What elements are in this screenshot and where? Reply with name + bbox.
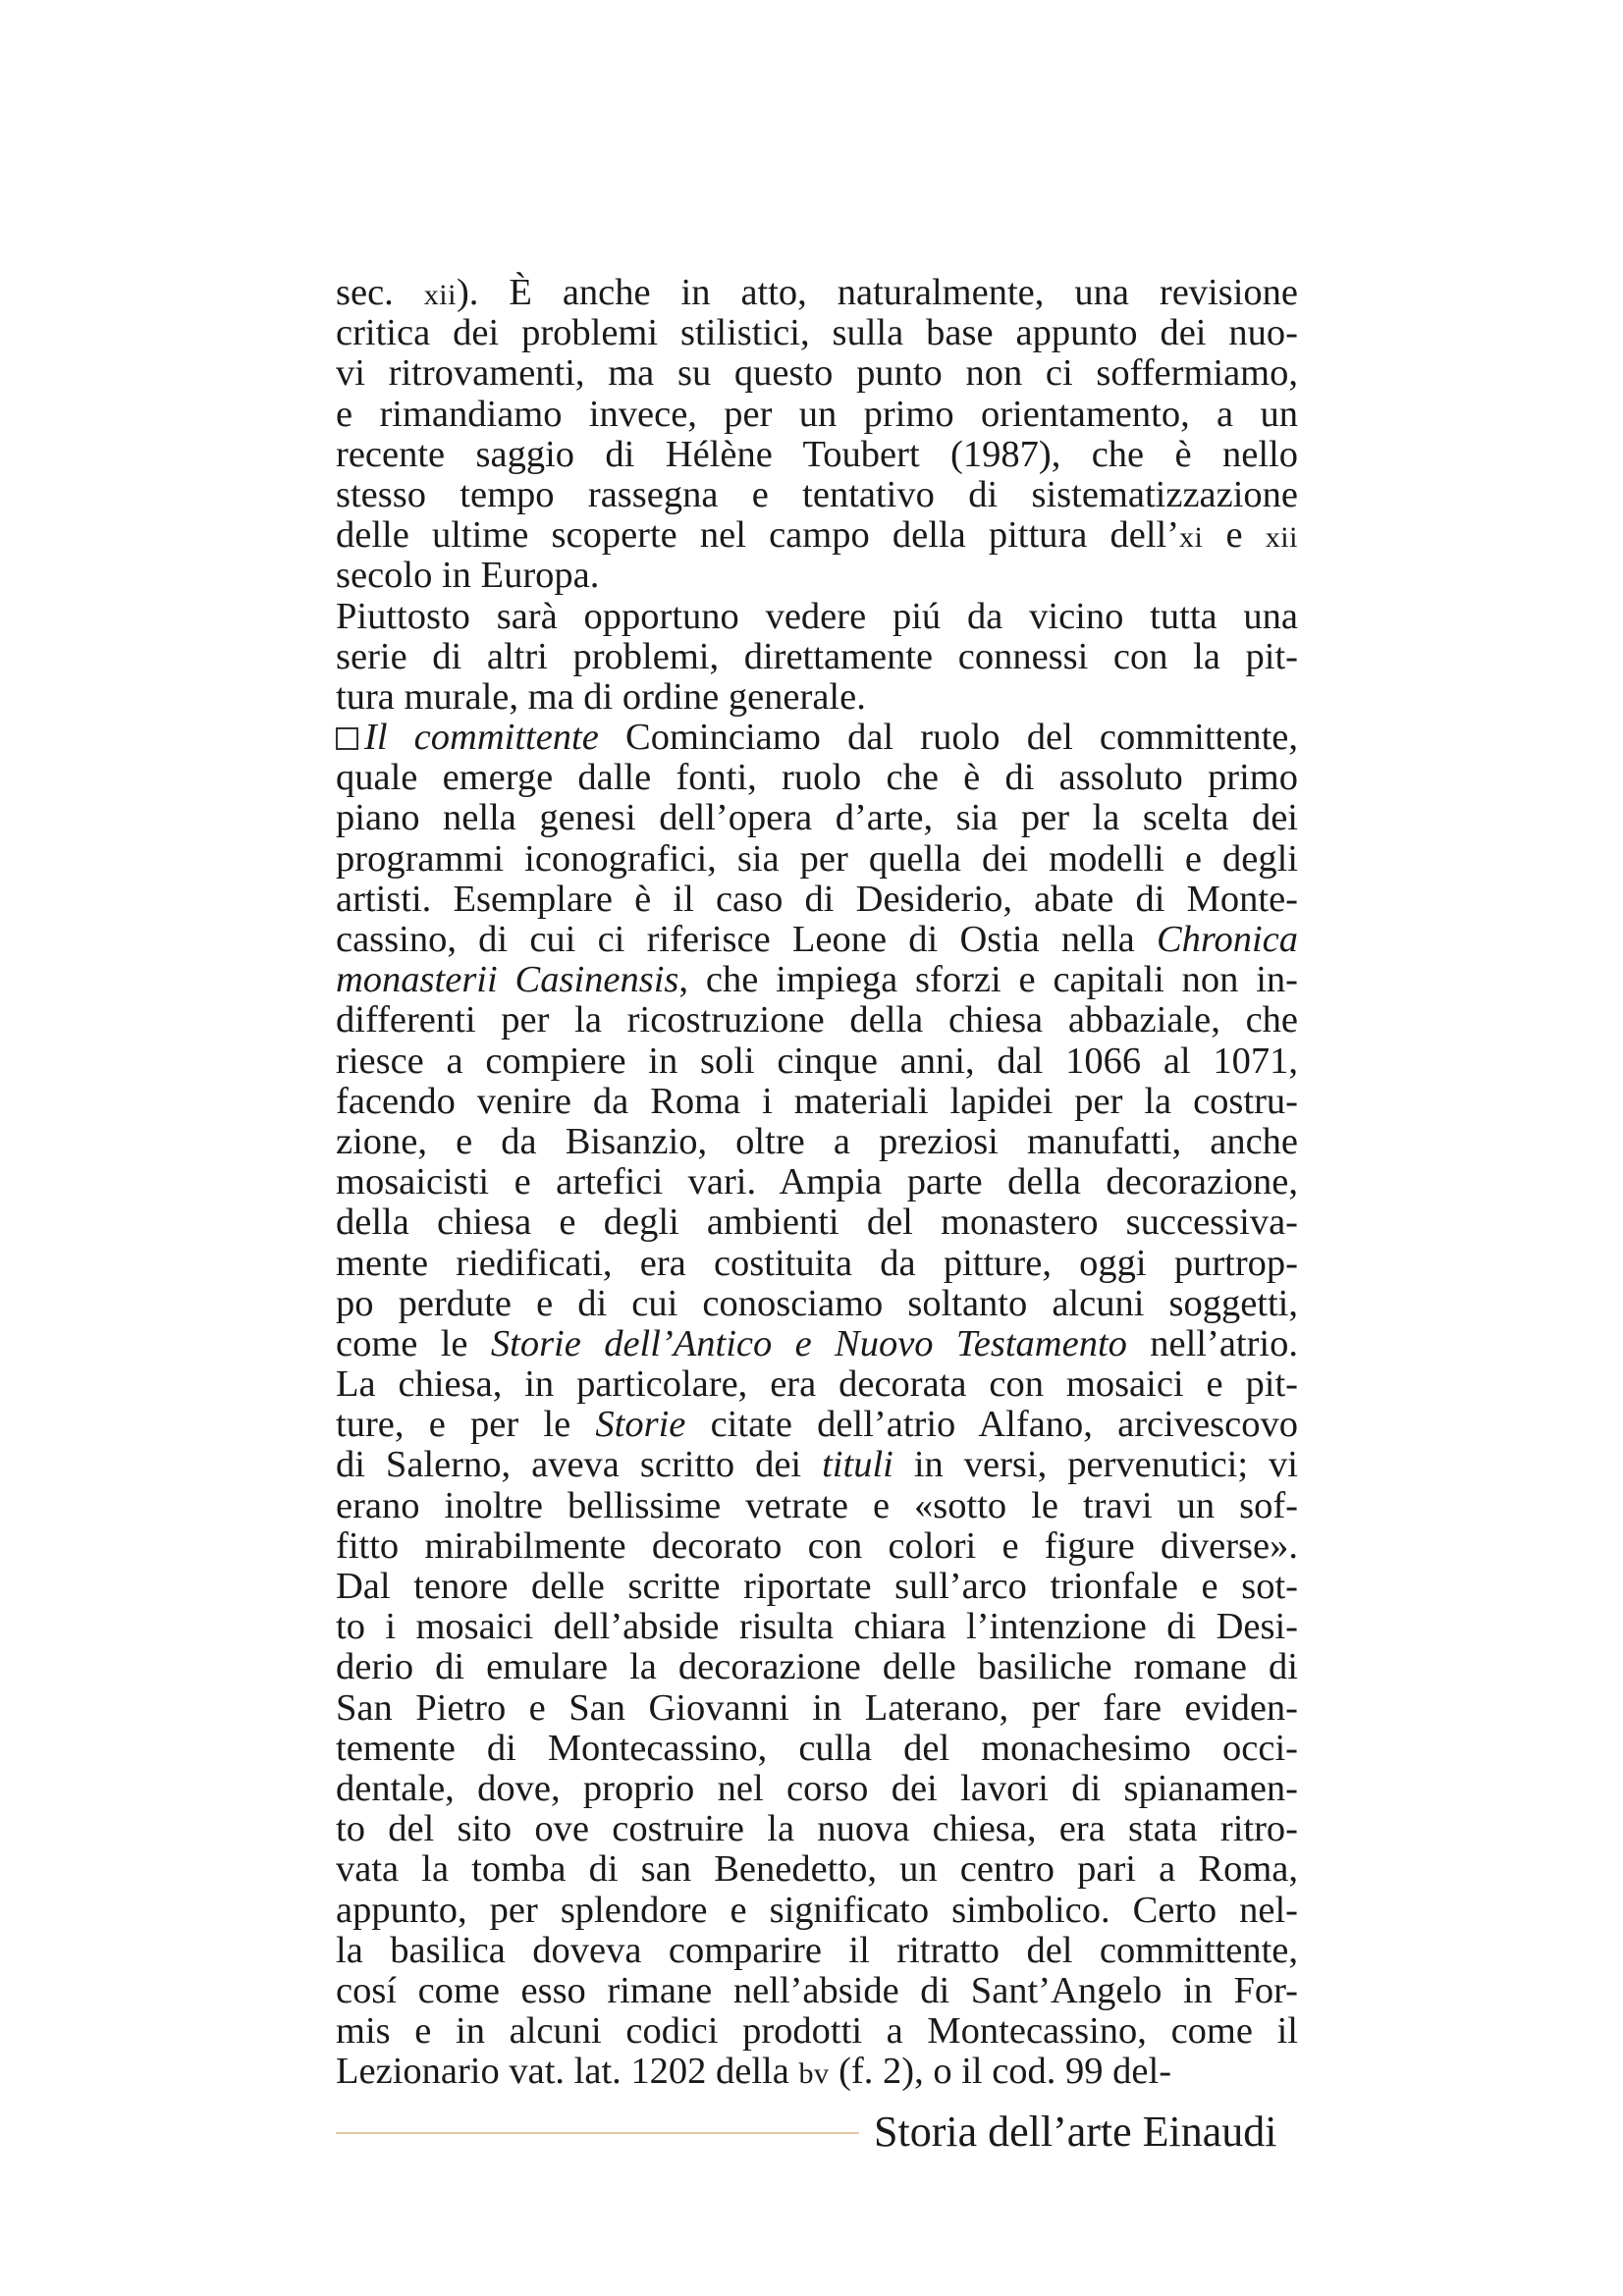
text-line (336, 1162, 1298, 1202)
text-segment: po perdute e di cui conosciamo soltanto alcuni soggetti, (336, 1282, 1298, 1324)
text-line (336, 435, 1298, 475)
text-line (336, 1041, 1298, 1082)
text-segment: ). È anche in atto, naturalmente, una revisione (456, 272, 1298, 313)
italic-text: Storie dell’Antico e Nuovo Testamento (490, 1322, 1127, 1364)
text-line (336, 1607, 1298, 1647)
text-line (336, 839, 1298, 880)
text-segment: riesce a compiere in soli cinque anni, dal 1066 al 1071, (336, 1040, 1298, 1082)
section-marker-icon (336, 727, 358, 750)
text-line (336, 798, 1298, 838)
text-line (336, 2011, 1298, 2052)
text-segment: San Pietro e San Giovanni in Laterano, per fare eviden- (336, 1686, 1298, 1729)
text-line (336, 475, 1298, 515)
text-segment: differenti per la ricostruzione della chiesa abbaziale, che (336, 999, 1298, 1041)
text-segment: di Salerno, aveva scritto dei (336, 1444, 823, 1486)
text-segment: fitto mirabilmente decorato con colori e figure diverse». (336, 1524, 1298, 1567)
text-line (336, 1324, 1298, 1364)
footer-title: Storia dell’arte Einaudi (874, 2108, 1277, 2156)
text-line (336, 313, 1298, 353)
text-line (336, 637, 1298, 677)
text-line (336, 1244, 1298, 1284)
text-line (336, 1202, 1298, 1243)
small-caps-text: xii (1265, 521, 1298, 555)
text-segment: to i mosaici dell’abside risulta chiara l’intenzione di Desi- (336, 1606, 1298, 1648)
text-segment: mis e in alcuni codici prodotti a Montecassino, come il (336, 2010, 1298, 2053)
text-segment: vi ritrovamenti, ma su questo punto non ci soffermiamo, (336, 352, 1298, 395)
text-line (336, 1486, 1298, 1526)
text-line (336, 353, 1298, 394)
text-segment: to del sito ove costruire la nuova chiesa, era stata ritro- (336, 1808, 1298, 1850)
italic-text: tituli (822, 1444, 893, 1486)
text-line (336, 1849, 1298, 1890)
text-segment: , che impiega sforzi e capitali non in- (678, 959, 1298, 1001)
body-text (336, 273, 1298, 2092)
text-line (336, 920, 1298, 960)
text-line (336, 1891, 1298, 1931)
italic-text: monasterii Casinensis (336, 959, 679, 1001)
text-line (336, 556, 1298, 596)
text-line (336, 1122, 1298, 1162)
text-segment: temente di Montecassino, culla del monachesimo occi- (336, 1727, 1298, 1769)
text-line (336, 1729, 1298, 1769)
text-line (336, 1931, 1298, 1971)
text-segment: secolo in Europa. (336, 555, 600, 597)
text-segment: vata la tomba di san Benedetto, un centro pari a Roma, (336, 1848, 1298, 1891)
text-segment: delle ultime scoperte nel campo della pittura dell’ (336, 514, 1180, 557)
text-line (336, 960, 1298, 1000)
text-segment: appunto, per splendore e significato simbolico. Certo nel- (336, 1889, 1298, 1931)
text-segment: come le (336, 1322, 491, 1364)
text-segment: zione, e da Bisanzio, oltre a preziosi manufatti, anche (336, 1120, 1298, 1162)
text-line (336, 677, 1298, 718)
text-segment: facendo venire da Roma i materiali lapidei per la costru- (336, 1080, 1298, 1122)
text-segment: cosí come esso rimane nell’abside di Sant’Angelo in For- (336, 1969, 1298, 2011)
text-segment: citate dell’atrio Alfano, arcivescovo (685, 1404, 1298, 1446)
text-line (336, 395, 1298, 435)
text-line (336, 1445, 1298, 1485)
italic-text: Il committente (364, 717, 599, 759)
text-segment: quale emerge dalle fonti, ruolo che è di assoluto primo (336, 757, 1298, 799)
text-segment: nell’atrio. (1126, 1322, 1298, 1364)
text-line (336, 758, 1298, 798)
text-line (336, 880, 1298, 920)
text-line (336, 1971, 1298, 2011)
text-segment: in versi, pervenutici; vi (893, 1444, 1298, 1486)
footer-rule (336, 2132, 859, 2134)
small-caps-text: bv (798, 2057, 830, 2091)
text-segment: Dal tenore delle scritte riportate sull’arco trionfale e sot- (336, 1566, 1298, 1607)
text-segment: Lezionario vat. lat. 1202 della (336, 2051, 799, 2093)
text-segment: ture, e per le (336, 1404, 596, 1446)
text-line (336, 1567, 1298, 1607)
small-caps-text: xi (1179, 521, 1204, 555)
text-line (336, 1647, 1298, 1687)
text-line (336, 2052, 1298, 2092)
text-line (336, 718, 1298, 758)
text-line (336, 1688, 1298, 1729)
text-segment: piano nella genesi dell’opera d’arte, sia per la scelta dei (336, 797, 1298, 839)
italic-text: Chronica (1156, 919, 1298, 960)
text-segment: la basilica doveva comparire il ritratto del committente, (336, 1929, 1298, 1971)
text-line (336, 1526, 1298, 1567)
text-segment: (f. 2), o il cod. 99 del- (829, 2051, 1172, 2093)
text-segment: tura murale, ma di ordine generale. (336, 675, 866, 718)
text-segment: Piuttosto sarà opportuno vedere piú da vicino tutta una (336, 595, 1298, 637)
text-segment: stesso tempo rassegna e tentativo di sistematizzazione (336, 473, 1298, 515)
text-segment: recente saggio di Hélène Toubert (1987), che è nello (336, 433, 1298, 475)
text-segment: La chiesa, in particolare, era decorata con mosaici e pit- (336, 1363, 1298, 1406)
text-segment: serie di altri problemi, direttamente connessi con la pit- (336, 635, 1298, 677)
text-segment: erano inoltre bellissime vetrate e «sotto le travi un sof- (336, 1484, 1298, 1526)
text-segment: e (1203, 514, 1266, 557)
text-segment: critica dei problemi stilistici, sulla base appunto dei nuo- (336, 312, 1298, 354)
text-line (336, 1809, 1298, 1849)
text-segment: e rimandiamo invece, per un primo orientamento, a un (336, 393, 1298, 435)
text-segment: programmi iconografici, sia per quella dei modelli e degli (336, 837, 1298, 880)
text-line (336, 1405, 1298, 1445)
small-caps-text: xii (423, 279, 457, 311)
text-segment: mente riedificati, era costituita da pitture, oggi purtrop- (336, 1242, 1298, 1284)
text-segment: della chiesa e degli ambienti del monastero successiva- (336, 1201, 1298, 1244)
text-line (336, 1364, 1298, 1405)
text-line (336, 1769, 1298, 1809)
text-line (336, 1000, 1298, 1041)
text-segment: mosaicisti e artefici vari. Ampia parte della decorazione, (336, 1161, 1298, 1203)
italic-text: Storie (595, 1404, 686, 1446)
text-line (336, 515, 1298, 556)
text-segment: artisti. Esemplare è il caso di Desiderio, abate di Monte- (336, 878, 1298, 920)
text-line (336, 1284, 1298, 1324)
text-segment: dentale, dove, proprio nel corso dei lavori di spianamen- (336, 1767, 1298, 1809)
text-segment: sec. (336, 272, 424, 313)
text-segment: cassino, di cui ci riferisce Leone di Ostia nella (336, 919, 1157, 960)
text-line (336, 273, 1298, 313)
text-segment: derio di emulare la decorazione delle basiliche romane di (336, 1646, 1298, 1688)
text-line (336, 1082, 1298, 1122)
text-segment: Cominciamo dal ruolo del committente, (598, 717, 1299, 759)
text-line (336, 597, 1298, 637)
